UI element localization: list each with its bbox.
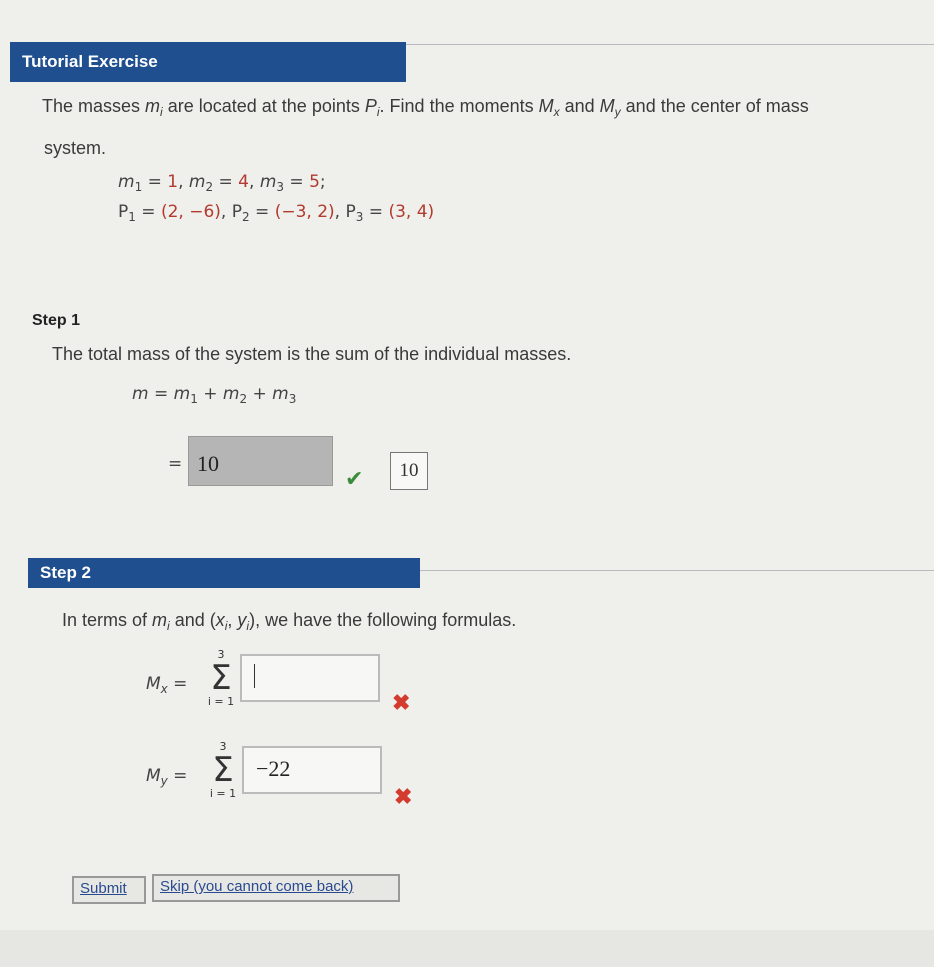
mass-2-sub: 2 xyxy=(205,180,214,194)
pi-symbol: P xyxy=(364,96,377,116)
mx-label-sub: x xyxy=(160,682,168,696)
point-3-name: P xyxy=(345,202,356,222)
mass-3-sub: 3 xyxy=(276,180,285,194)
eq-m3: m xyxy=(272,384,289,404)
my-formula-label: $M_y$ = xyxy=(146,766,188,788)
step-2-text-a: In terms of xyxy=(62,610,153,630)
step-2-yi-sub: i xyxy=(246,619,250,633)
question-line-1 xyxy=(42,96,809,119)
mass-1-name: m xyxy=(118,172,135,192)
step-2-yi: y xyxy=(237,610,247,630)
question-text-e: and the center of mass xyxy=(620,96,809,116)
point-3-value: (3, 4) xyxy=(388,202,435,222)
eq-m1-sub: 1 xyxy=(190,392,198,406)
step-2-mi: m xyxy=(152,610,168,630)
mx-sum-lower: i = 1 xyxy=(207,695,235,708)
correct-answer-box: 10 xyxy=(390,452,428,490)
question-text-a: The masses xyxy=(42,96,146,116)
step-2-xi-sub: i xyxy=(224,619,228,633)
my-wrong-icon: ✖ xyxy=(394,784,413,809)
eq-m1: m xyxy=(173,384,191,404)
my-input-value: −22 xyxy=(256,756,291,781)
submit-button[interactable]: Submit xyxy=(72,876,146,904)
step-2-xi: x xyxy=(215,610,225,630)
mass-2-name: m xyxy=(188,172,206,192)
my-symbol: M xyxy=(599,96,615,116)
total-mass-answer-field: 10 xyxy=(188,436,333,486)
my-input[interactable] xyxy=(242,746,382,794)
my-sum-lower: i = 1 xyxy=(209,787,237,800)
question-text-c: . Find the moments xyxy=(379,96,539,116)
question-line-2: system. xyxy=(44,138,107,158)
mass-1-value: 1 xyxy=(167,172,179,192)
point-2-name: P xyxy=(231,202,242,222)
point-1-sub: 1 xyxy=(128,210,136,224)
my-label-symbol: M xyxy=(146,766,161,786)
point-1-value: (2, −6) xyxy=(160,202,221,222)
given-masses: $m_1 = 1$, $m_2 = 4$, $m_3 = 5$; xyxy=(118,172,326,194)
page-footer-area xyxy=(0,930,934,967)
step-2-text-c: , xyxy=(227,610,238,630)
my-label-sub: y xyxy=(160,774,168,788)
mx-sum-upper: 3 xyxy=(217,648,225,661)
tutorial-exercise-tab xyxy=(10,42,406,82)
my-subscript: y xyxy=(614,105,621,119)
mx-summation xyxy=(204,648,238,708)
correct-check-icon: ✔ xyxy=(345,466,364,491)
my-sigma-symbol: Σ xyxy=(212,750,234,790)
mx-label-symbol: M xyxy=(146,674,161,694)
point-2-value: (−3, 2) xyxy=(274,202,335,222)
mx-input[interactable] xyxy=(240,654,380,702)
step-2-label: Step 2 xyxy=(40,563,92,582)
step-2-mi-sub: i xyxy=(167,619,170,633)
mass-3-value: 5 xyxy=(309,172,320,192)
mi-subscript: i xyxy=(160,105,163,119)
mass-3-name: m xyxy=(259,172,277,192)
mass-2-value: 4 xyxy=(238,172,249,192)
question-text-d: and xyxy=(559,96,600,116)
mass-1-sub: 1 xyxy=(134,180,143,194)
point-2-sub: 2 xyxy=(242,210,250,224)
eq-m2: m xyxy=(222,384,240,404)
point-1-name: P xyxy=(118,202,129,222)
mx-wrong-icon: ✖ xyxy=(392,690,411,715)
step-2-tab xyxy=(28,558,420,588)
question-text-b: are located at the points xyxy=(162,96,365,116)
step-1-text: The total mass of the system is the sum of the individual masses. xyxy=(52,344,572,364)
step-2-text-b: and ( xyxy=(169,610,216,630)
tutorial-exercise-label: Tutorial Exercise xyxy=(22,52,158,71)
mi-symbol: m xyxy=(145,96,161,116)
step-1-label: Step 1 xyxy=(32,312,81,329)
mx-subscript: x xyxy=(553,105,560,119)
mx-symbol: M xyxy=(538,96,554,116)
given-points: $P_1 = (2$, −6), $P_2 = (-3$, 2), $P_3 = (3$, 4) xyxy=(118,202,435,224)
my-sum-upper: 3 xyxy=(219,740,227,753)
eq-m3-sub: 3 xyxy=(288,392,297,406)
mx-formula-label: $M_x$ = xyxy=(146,674,188,696)
my-summation xyxy=(206,740,240,800)
step-2-text-d: ), we have the following formulas. xyxy=(249,610,517,630)
total-mass-symbol: m xyxy=(132,384,149,404)
mx-sigma-symbol: Σ xyxy=(210,658,232,698)
total-mass-equation: $m = m_1 + m_2 + m_3$ xyxy=(132,384,297,406)
text-caret xyxy=(254,664,255,688)
eq-m2-sub: 2 xyxy=(239,392,248,406)
skip-button[interactable]: Skip (you cannot come back) xyxy=(152,874,400,902)
step-2-text xyxy=(62,610,516,633)
point-3-sub: 3 xyxy=(355,210,364,224)
pi-subscript: i xyxy=(376,105,380,119)
equals-sign: = xyxy=(168,454,183,474)
